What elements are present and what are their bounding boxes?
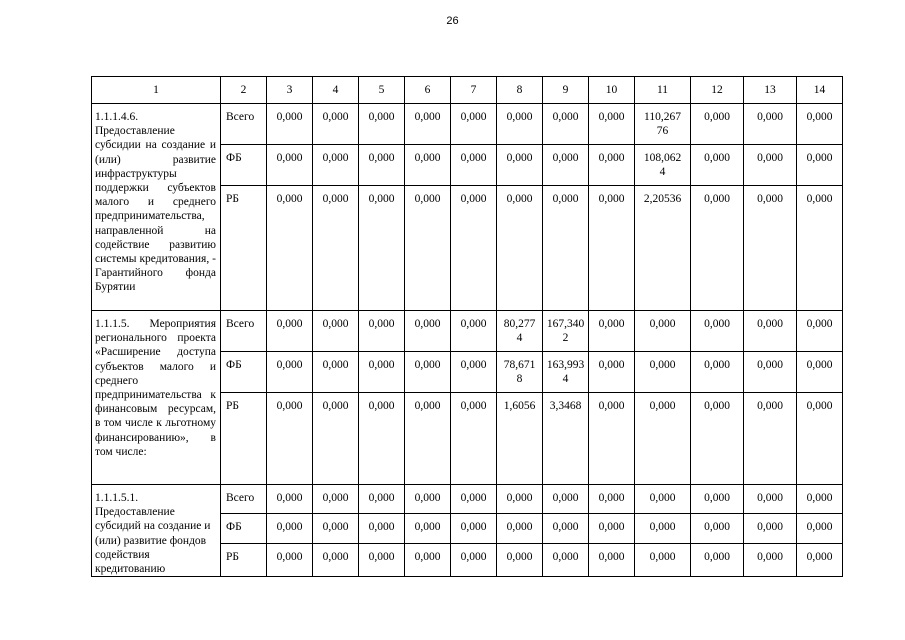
value-cell: 0,000 xyxy=(691,186,744,311)
value-cell: 0,000 xyxy=(497,485,543,514)
column-header: 10 xyxy=(589,77,635,104)
header-row xyxy=(92,77,843,104)
value-cell: 0,000 xyxy=(405,393,451,485)
value-cell: 0,000 xyxy=(589,514,635,543)
value-cell: 78,671 8 xyxy=(497,352,543,393)
value-cell: 0,000 xyxy=(589,145,635,186)
value-cell: 0,000 xyxy=(744,543,797,577)
value-cell: 0,000 xyxy=(543,145,589,186)
value-cell: 0,000 xyxy=(497,514,543,543)
value-cell: 0,000 xyxy=(359,485,405,514)
column-header: 2 xyxy=(221,77,267,104)
value-cell: 0,000 xyxy=(497,543,543,577)
value-cell: 0,000 xyxy=(405,485,451,514)
value-cell: 0,000 xyxy=(405,311,451,352)
value-cell: 0,000 xyxy=(451,393,497,485)
column-header: 12 xyxy=(691,77,744,104)
value-cell: 0,000 xyxy=(589,485,635,514)
page-number: 26 xyxy=(446,15,459,27)
value-cell: 0,000 xyxy=(405,104,451,145)
value-cell: 0,000 xyxy=(267,543,313,577)
value-cell: 0,000 xyxy=(543,104,589,145)
value-cell: 0,000 xyxy=(691,514,744,543)
value-cell: 0,000 xyxy=(635,393,691,485)
funding-source: Всего xyxy=(221,104,267,145)
value-cell: 0,000 xyxy=(797,311,843,352)
value-cell: 0,000 xyxy=(359,311,405,352)
value-cell: 0,000 xyxy=(497,186,543,311)
column-header: 5 xyxy=(359,77,405,104)
value-cell: 0,000 xyxy=(744,352,797,393)
column-header: 7 xyxy=(451,77,497,104)
value-cell: 0,000 xyxy=(744,393,797,485)
value-cell: 0,000 xyxy=(267,352,313,393)
funding-source: РБ xyxy=(221,186,267,311)
value-cell: 0,000 xyxy=(359,393,405,485)
value-cell: 0,000 xyxy=(267,104,313,145)
value-cell: 0,000 xyxy=(267,186,313,311)
value-cell: 0,000 xyxy=(313,311,359,352)
value-cell: 0,000 xyxy=(405,145,451,186)
column-header: 1 xyxy=(92,77,221,104)
value-cell: 0,000 xyxy=(635,485,691,514)
value-cell: 0,000 xyxy=(451,514,497,543)
value-cell: 0,000 xyxy=(691,104,744,145)
value-cell: 0,000 xyxy=(267,514,313,543)
value-cell: 0,000 xyxy=(797,543,843,577)
value-cell: 0,000 xyxy=(797,393,843,485)
value-cell: 0,000 xyxy=(267,485,313,514)
value-cell: 0,000 xyxy=(744,311,797,352)
value-cell: 0,000 xyxy=(635,543,691,577)
value-cell: 0,000 xyxy=(797,104,843,145)
value-cell: 0,000 xyxy=(589,393,635,485)
value-cell: 0,000 xyxy=(497,145,543,186)
table-row xyxy=(92,104,843,145)
value-cell: 0,000 xyxy=(635,514,691,543)
column-header: 9 xyxy=(543,77,589,104)
measure-description: 1.1.1.4.6. Предоставление субсидии на создание и (или) развитие инфраструктуры поддержки субъектов малого и среднего предпринимательства, направленной на содействие развитию системы кредитования, - Гарантийного фонда Бурятии xyxy=(92,104,221,311)
funding-source: РБ xyxy=(221,393,267,485)
value-cell: 0,000 xyxy=(359,104,405,145)
value-cell: 0,000 xyxy=(451,485,497,514)
value-cell: 0,000 xyxy=(405,543,451,577)
value-cell: 0,000 xyxy=(543,543,589,577)
value-cell: 0,000 xyxy=(797,186,843,311)
value-cell: 0,000 xyxy=(635,311,691,352)
column-header: 4 xyxy=(313,77,359,104)
value-cell: 0,000 xyxy=(543,514,589,543)
value-cell: 0,000 xyxy=(589,352,635,393)
column-header: 8 xyxy=(497,77,543,104)
value-cell: 0,000 xyxy=(797,145,843,186)
value-cell: 0,000 xyxy=(451,352,497,393)
value-cell: 0,000 xyxy=(313,514,359,543)
value-cell: 0,000 xyxy=(691,145,744,186)
value-cell: 0,000 xyxy=(744,186,797,311)
table-row xyxy=(92,485,843,514)
value-cell: 0,000 xyxy=(744,514,797,543)
value-cell: 0,000 xyxy=(267,393,313,485)
value-cell: 0,000 xyxy=(797,352,843,393)
column-header: 13 xyxy=(744,77,797,104)
funding-source: ФБ xyxy=(221,514,267,543)
value-cell: 0,000 xyxy=(691,543,744,577)
column-header: 6 xyxy=(405,77,451,104)
value-cell: 0,000 xyxy=(589,104,635,145)
funding-source: Всего xyxy=(221,485,267,514)
column-header: 3 xyxy=(267,77,313,104)
funding-source: РБ xyxy=(221,543,267,577)
value-cell: 0,000 xyxy=(691,485,744,514)
value-cell: 0,000 xyxy=(359,514,405,543)
value-cell: 0,000 xyxy=(451,104,497,145)
value-cell: 0,000 xyxy=(359,352,405,393)
funding-source: ФБ xyxy=(221,145,267,186)
value-cell: 0,000 xyxy=(451,543,497,577)
table-row xyxy=(92,311,843,352)
value-cell: 0,000 xyxy=(267,311,313,352)
value-cell: 0,000 xyxy=(313,485,359,514)
value-cell: 0,000 xyxy=(313,104,359,145)
value-cell: 80,277 4 xyxy=(497,311,543,352)
value-cell: 0,000 xyxy=(543,186,589,311)
value-cell: 0,000 xyxy=(691,393,744,485)
column-header: 11 xyxy=(635,77,691,104)
value-cell: 0,000 xyxy=(589,311,635,352)
value-cell: 3,3468 xyxy=(543,393,589,485)
value-cell: 1,6056 xyxy=(497,393,543,485)
value-cell: 0,000 xyxy=(313,186,359,311)
value-cell: 0,000 xyxy=(405,186,451,311)
value-cell: 0,000 xyxy=(267,145,313,186)
value-cell: 0,000 xyxy=(313,352,359,393)
value-cell: 0,000 xyxy=(313,393,359,485)
funding-source: Всего xyxy=(221,311,267,352)
measure-description: 1.1.1.5. Мероприятия регионального проекта «Расширение доступа субъектов малого и среднего предпринимательства к финансовым ресурсам, в том числе к льготному финансированию», в том числе: xyxy=(92,311,221,485)
value-cell: 0,000 xyxy=(635,352,691,393)
column-header: 14 xyxy=(797,77,843,104)
value-cell: 0,000 xyxy=(359,186,405,311)
value-cell: 2,20536 xyxy=(635,186,691,311)
value-cell: 0,000 xyxy=(744,104,797,145)
value-cell: 0,000 xyxy=(451,145,497,186)
value-cell: 0,000 xyxy=(744,145,797,186)
value-cell: 0,000 xyxy=(405,352,451,393)
value-cell: 0,000 xyxy=(797,514,843,543)
value-cell: 110,267 76 xyxy=(635,104,691,145)
value-cell: 0,000 xyxy=(451,311,497,352)
value-cell: 0,000 xyxy=(691,352,744,393)
value-cell: 0,000 xyxy=(691,311,744,352)
budget-table xyxy=(91,76,843,577)
value-cell: 167,340 2 xyxy=(543,311,589,352)
value-cell: 0,000 xyxy=(543,485,589,514)
value-cell: 0,000 xyxy=(589,186,635,311)
value-cell: 0,000 xyxy=(589,543,635,577)
measure-description: 1.1.1.5.1. Предоставление субсидий на создание и (или) развитие фондов содействия кредитованию xyxy=(92,485,221,577)
value-cell: 0,000 xyxy=(744,485,797,514)
value-cell: 0,000 xyxy=(359,543,405,577)
value-cell: 108,062 4 xyxy=(635,145,691,186)
value-cell: 0,000 xyxy=(497,104,543,145)
value-cell: 0,000 xyxy=(451,186,497,311)
value-cell: 0,000 xyxy=(313,145,359,186)
value-cell: 0,000 xyxy=(313,543,359,577)
value-cell: 163,993 4 xyxy=(543,352,589,393)
funding-source: ФБ xyxy=(221,352,267,393)
value-cell: 0,000 xyxy=(405,514,451,543)
value-cell: 0,000 xyxy=(797,485,843,514)
value-cell: 0,000 xyxy=(359,145,405,186)
